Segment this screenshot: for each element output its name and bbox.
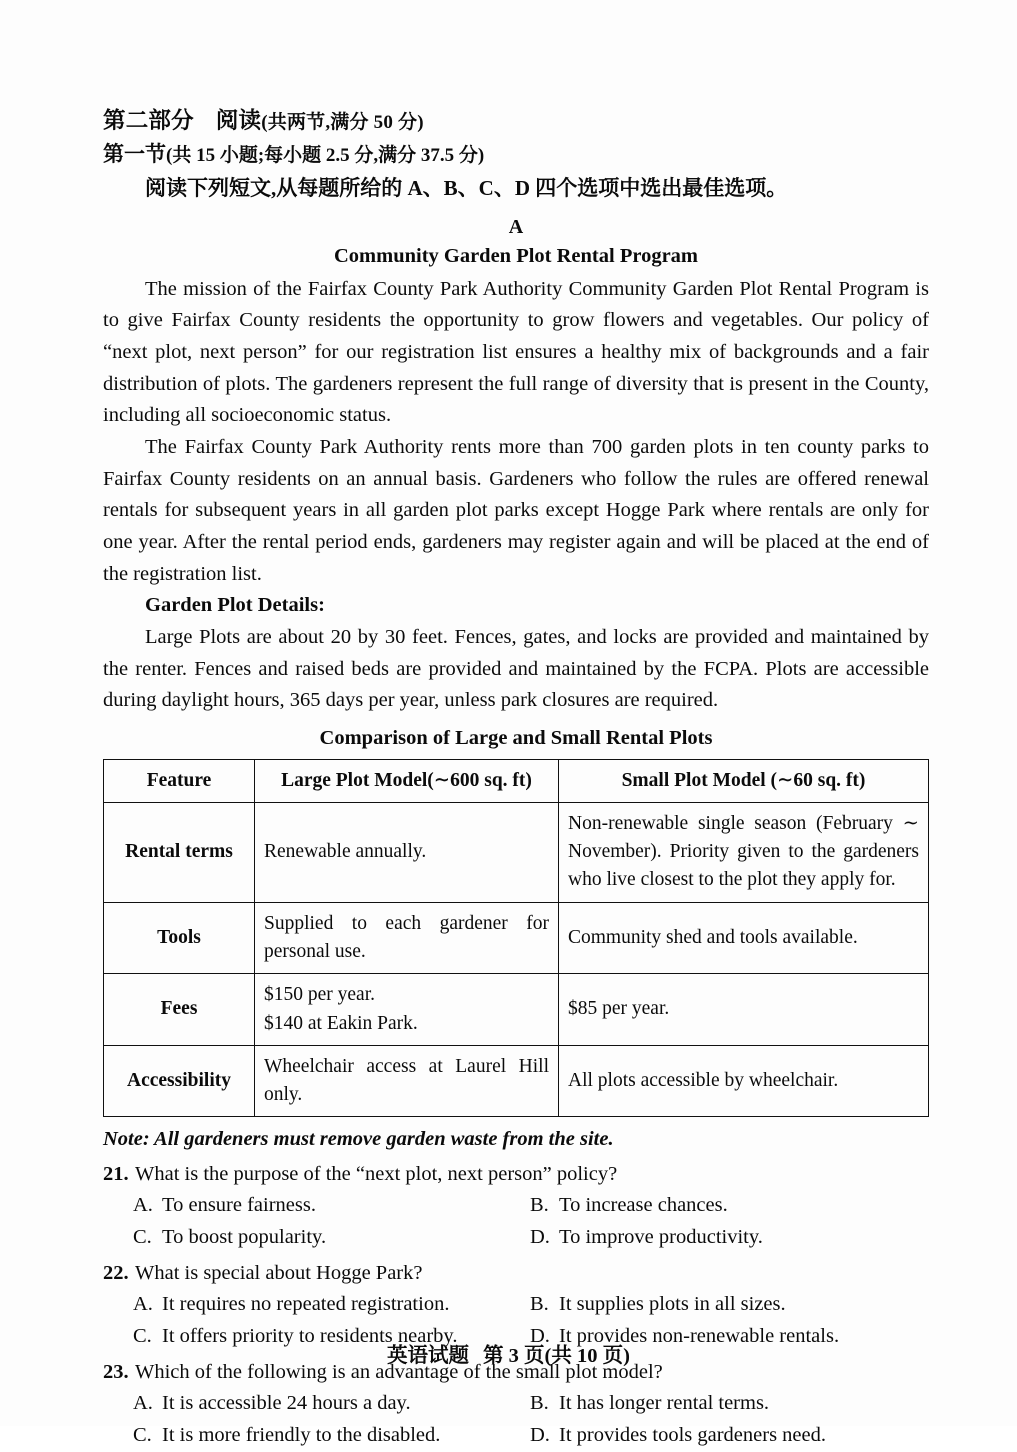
- option-text: It requires no repeated registration.: [162, 1293, 450, 1316]
- table-header-small-plot: Small Plot Model (∼60 sq. ft): [559, 759, 929, 802]
- table-row: [104, 1045, 929, 1117]
- question-23-number: 23.: [103, 1361, 129, 1384]
- footer-subject: 英语试题: [387, 1345, 470, 1367]
- comparison-table: [103, 759, 929, 1118]
- option-key: C.: [133, 1226, 152, 1249]
- cell-small-rental-terms: Non-renewable single season (February ∼ November). Priority given to the gardeners who live closest to the plot they apply for.: [559, 802, 929, 902]
- cell-small-fees: $85 per year.: [559, 974, 929, 1046]
- table-header-row: [104, 759, 929, 802]
- question-23: [103, 1357, 929, 1452]
- cell-small-accessibility: All plots accessible by wheelchair.: [559, 1045, 929, 1117]
- option-text: It provides non-renewable rentals.: [559, 1325, 840, 1348]
- cell-large-fees-line1: $150 per year.: [264, 984, 376, 1006]
- cell-small-tools: Community shed and tools available.: [559, 902, 929, 974]
- page-footer: [0, 1338, 1017, 1368]
- row-feature-accessibility: Accessibility: [104, 1045, 255, 1117]
- footer-page-number: 第 3 页(共 10 页): [483, 1345, 630, 1367]
- question-22-stem: [103, 1258, 929, 1289]
- section-instruction: 阅读下列短文,从每题所给的 A、B、C、D 四个选项中选出最佳选项。: [145, 175, 788, 200]
- option-key: D.: [530, 1325, 550, 1348]
- question-23-text: Which of the following is an advantage of the small plot model?: [135, 1361, 663, 1384]
- passage-note: Note: All gardeners must remove garden waste from the site.: [103, 1128, 614, 1151]
- question-21-option-c[interactable]: [133, 1222, 530, 1254]
- cell-large-tools: Supplied to each gardener for personal use.: [255, 902, 559, 974]
- passage-paragraph-3: Large Plots are about 20 by 30 feet. Fences, gates, and locks are provided and maintained by the renter. Fences and raised beds are provided and maintained by the FCPA. Plots are accessible during daylight hours, 365 days per year, unless park closures are required.: [103, 625, 929, 712]
- question-21-option-b[interactable]: [530, 1190, 728, 1222]
- passage-title: Community Garden Plot Rental Program: [333, 244, 699, 267]
- subsection-meta: (共 15 小题;每小题 2.5 分,满分 37.5 分): [166, 145, 485, 167]
- option-key: C.: [133, 1424, 152, 1447]
- cell-large-fees-line2: $140 at Eakin Park.: [264, 1012, 418, 1034]
- question-23-option-a[interactable]: [133, 1388, 530, 1420]
- part-name: 阅读: [215, 108, 262, 133]
- cell-large-fees: [255, 974, 559, 1046]
- part-title: 第二部分: [103, 108, 194, 133]
- option-text: To improve productivity.: [559, 1226, 763, 1249]
- part-meta: (共两节,满分 50 分): [261, 112, 424, 133]
- passage-letter: A: [508, 215, 524, 238]
- question-22-number: 22.: [103, 1262, 129, 1285]
- passage-paragraph-2: The Fairfax County Park Authority rents more than 700 garden plots in ten county parks to Fairfax County residents on an annual basis. Gardeners who follow the rules are offered renewal rentals for subsequent years in all garden plot parks except Hogge Park where rentals are only for one year. After the rental period ends, gardeners may register again and will be placed at the end of the registration list.: [103, 435, 929, 585]
- question-23-option-c[interactable]: [133, 1420, 530, 1452]
- option-key: D.: [530, 1424, 550, 1447]
- part-heading: [103, 104, 929, 138]
- page-content: [103, 104, 929, 1452]
- row-feature-fees: Fees: [104, 974, 255, 1046]
- table-row: [104, 802, 929, 902]
- question-22-option-a[interactable]: [133, 1289, 530, 1321]
- table-header-large-plot: Large Plot Model(∼600 sq. ft): [255, 759, 559, 802]
- option-text: To ensure fairness.: [162, 1194, 316, 1217]
- passage-paragraph-1: The mission of the Fairfax County Park Authority Community Garden Plot Rental Program is to give Fairfax County residents the opportunity to grow flowers and vegetables. Our policy of “next plot, next person” for our registration list ensures a healthy mix of backgrounds and a fair distribution of plots. The gardeners represent the full range of diversity that is present in the County, including all socioeconomic status.: [103, 277, 929, 427]
- option-key: A.: [133, 1392, 153, 1415]
- option-key: B.: [530, 1392, 549, 1415]
- option-text: It is more friendly to the disabled.: [162, 1424, 441, 1447]
- table-row: [104, 974, 929, 1046]
- question-21-options-row-1: [103, 1190, 929, 1222]
- question-21-number: 21.: [103, 1163, 129, 1186]
- option-key: A.: [133, 1293, 153, 1316]
- question-23-options-row-2: [103, 1420, 929, 1452]
- question-21-option-a[interactable]: [133, 1190, 530, 1222]
- option-key: C.: [133, 1325, 152, 1348]
- question-22-text: What is special about Hogge Park?: [135, 1262, 423, 1285]
- option-text: To boost popularity.: [162, 1226, 327, 1249]
- question-23-options-row-1: [103, 1388, 929, 1420]
- question-23-option-b[interactable]: [530, 1388, 769, 1420]
- option-text: It provides tools gardeners need.: [559, 1424, 826, 1447]
- question-21: [103, 1159, 929, 1254]
- question-22-option-b[interactable]: [530, 1289, 786, 1321]
- row-feature-rental-terms: Rental terms: [104, 802, 255, 902]
- question-22-options-row-1: [103, 1289, 929, 1321]
- option-text: It offers priority to residents nearby.: [162, 1325, 458, 1348]
- row-feature-tools: Tools: [104, 902, 255, 974]
- cell-large-accessibility: Wheelchair access at Laurel Hill only.: [255, 1045, 559, 1117]
- option-text: It has longer rental terms.: [559, 1392, 770, 1415]
- option-text: It is accessible 24 hours a day.: [162, 1392, 411, 1415]
- subsection-heading: [103, 138, 929, 171]
- subsection-title: 第一节: [103, 142, 166, 167]
- option-key: D.: [530, 1226, 550, 1249]
- garden-plot-details-heading: Garden Plot Details:: [145, 594, 325, 617]
- option-key: A.: [133, 1194, 153, 1217]
- question-21-option-d[interactable]: [530, 1222, 763, 1254]
- cell-large-rental-terms: Renewable annually.: [255, 802, 559, 902]
- table-row: [104, 902, 929, 974]
- question-21-options-row-2: [103, 1222, 929, 1254]
- question-23-option-d[interactable]: [530, 1420, 826, 1452]
- question-21-text: What is the purpose of the “next plot, next person” policy?: [135, 1163, 618, 1186]
- table-header-feature: Feature: [104, 759, 255, 802]
- option-key: B.: [530, 1194, 549, 1217]
- table-caption: Comparison of Large and Small Rental Plots: [319, 726, 713, 749]
- option-key: B.: [530, 1293, 549, 1316]
- question-21-stem: [103, 1159, 929, 1190]
- option-text: It supplies plots in all sizes.: [559, 1293, 786, 1316]
- option-text: To increase chances.: [559, 1194, 728, 1217]
